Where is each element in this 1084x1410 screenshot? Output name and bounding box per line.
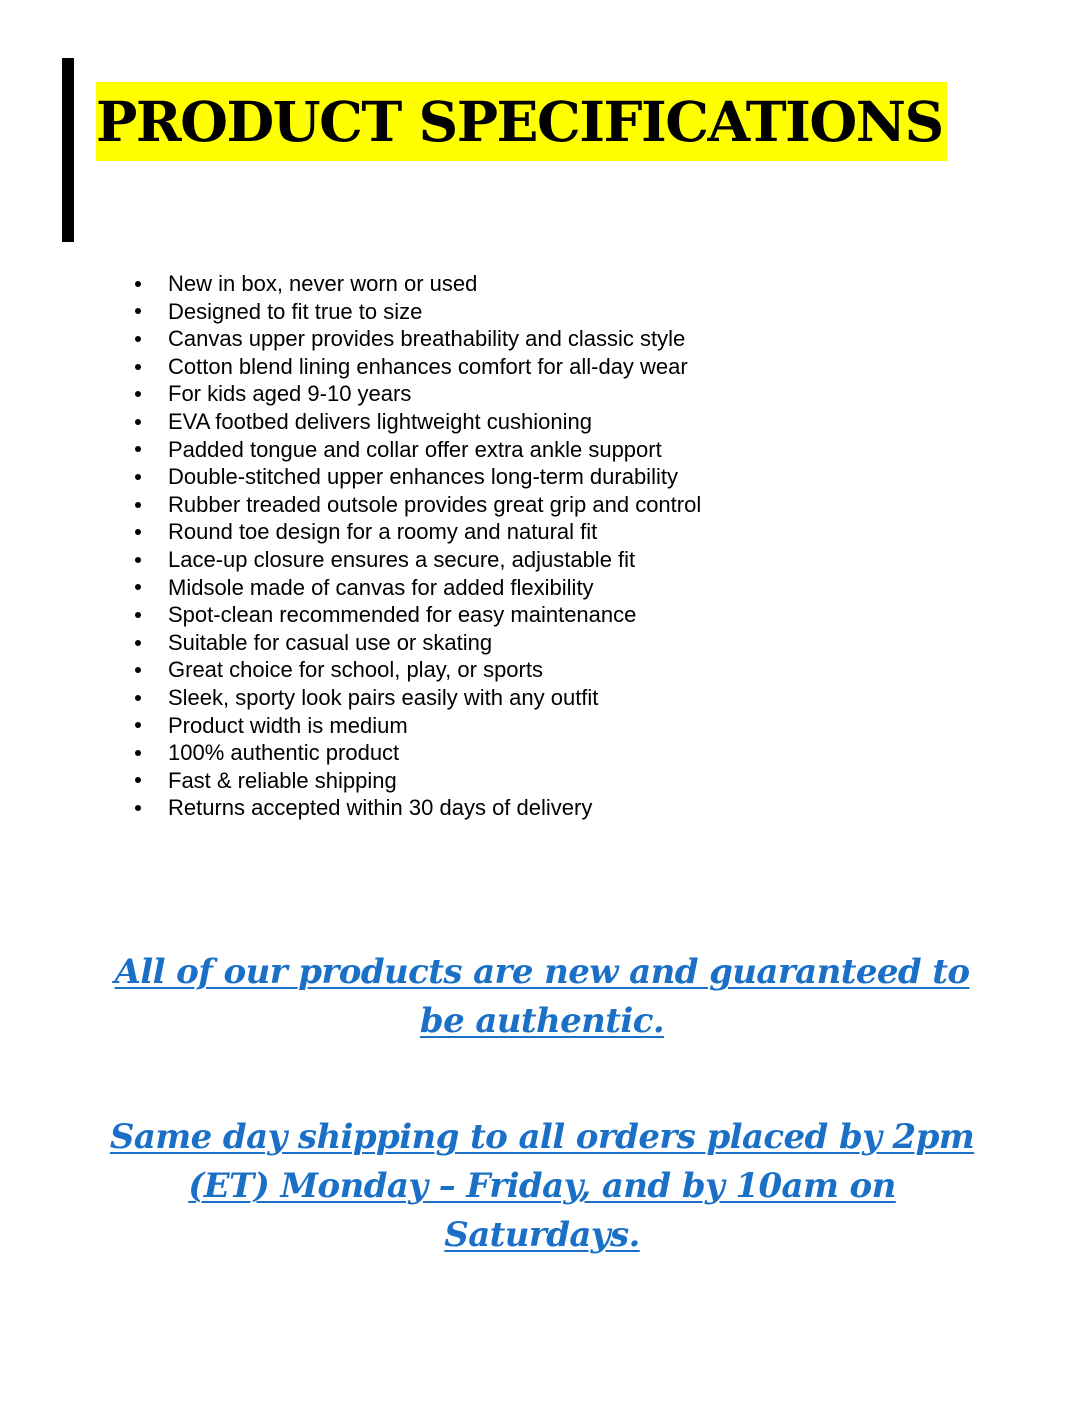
- bullet-icon: [135, 308, 141, 314]
- spec-text: Returns accepted within 30 days of delivery: [168, 795, 593, 821]
- bullet-icon: [135, 391, 141, 397]
- bullet-icon: [135, 419, 141, 425]
- list-item: [0, 546, 1000, 574]
- spec-text: Round toe design for a roomy and natural fit: [168, 519, 598, 545]
- spec-text: Rubber treaded outsole provides great grip and control: [168, 491, 702, 517]
- spec-text: Canvas upper provides breathability and classic style: [168, 326, 686, 352]
- bullet-icon: [135, 612, 141, 618]
- list-item: [0, 408, 1000, 436]
- list-item: [0, 656, 1000, 684]
- shipping-notice-line: Saturdays.: [444, 1215, 640, 1255]
- bullet-icon: [135, 557, 141, 563]
- spec-text: Lace-up closure ensures a secure, adjustable fit: [168, 546, 636, 572]
- spec-text: EVA footbed delivers lightweight cushioning: [168, 408, 592, 434]
- spec-text: Double-stitched upper enhances long-term durability: [168, 464, 678, 490]
- list-item: [0, 463, 1000, 491]
- list-item: [0, 629, 1000, 657]
- bullet-icon: [135, 722, 141, 728]
- shipping-notice-line: Same day shipping to all orders placed by 2pm: [109, 1117, 975, 1157]
- spec-text: Great choice for school, play, or sports: [168, 657, 543, 683]
- page-title: PRODUCT SPECIFICATIONS: [96, 89, 943, 154]
- bullet-icon: [135, 529, 141, 535]
- list-item: [0, 518, 1000, 546]
- spec-text: Padded tongue and collar offer extra ankle support: [168, 436, 662, 462]
- bullet-icon: [135, 805, 141, 811]
- spec-text: Spot-clean recommended for easy maintenance: [168, 602, 637, 628]
- list-item: [0, 574, 1000, 602]
- bullet-icon: [135, 695, 141, 701]
- bullet-icon: [135, 667, 141, 673]
- authenticity-notice: [0, 948, 1084, 1046]
- list-item: [0, 270, 1000, 298]
- list-item: [0, 739, 1000, 767]
- spec-text: Product width is medium: [168, 712, 408, 738]
- list-item: [0, 380, 1000, 408]
- bullet-icon: [135, 750, 141, 756]
- spec-text: Sleek, sporty look pairs easily with any outfit: [168, 684, 599, 710]
- spec-text: 100% authentic product: [168, 740, 400, 766]
- list-item: [0, 436, 1000, 464]
- bullet-icon: [135, 281, 141, 287]
- spec-text: For kids aged 9-10 years: [168, 381, 412, 407]
- list-item: [0, 491, 1000, 519]
- bullet-icon: [135, 364, 141, 370]
- list-item: [0, 325, 1000, 353]
- bullet-icon: [135, 502, 141, 508]
- bullet-icon: [135, 584, 141, 590]
- left-margin-bar: [62, 58, 74, 242]
- spec-text: Suitable for casual use or skating: [168, 629, 493, 655]
- spec-text: Cotton blend lining enhances comfort for all-day wear: [168, 353, 688, 379]
- bullet-icon: [135, 777, 141, 783]
- bullet-icon: [135, 336, 141, 342]
- list-item: [0, 601, 1000, 629]
- spec-list: [0, 270, 1000, 822]
- bullet-icon: [135, 474, 141, 480]
- list-item: [0, 298, 1000, 326]
- authenticity-notice-line: be authentic.: [419, 1001, 665, 1041]
- list-item: [0, 767, 1000, 795]
- bullet-icon: [135, 446, 141, 452]
- bullet-icon: [135, 640, 141, 646]
- spec-text: Designed to fit true to size: [168, 298, 423, 324]
- list-item: [0, 712, 1000, 740]
- spec-text: Fast & reliable shipping: [168, 767, 397, 793]
- list-item: [0, 353, 1000, 381]
- authenticity-notice-line: All of our products are new and guaranteed to: [114, 952, 970, 992]
- spec-text: Midsole made of canvas for added flexibility: [168, 574, 594, 600]
- shipping-notice-line: (ET) Monday – Friday, and by 10am on: [188, 1166, 896, 1206]
- list-item: [0, 684, 1000, 712]
- list-item: [0, 794, 1000, 822]
- shipping-notice: [0, 1113, 1084, 1260]
- title-highlight: [96, 82, 947, 161]
- spec-text: New in box, never worn or used: [168, 271, 478, 296]
